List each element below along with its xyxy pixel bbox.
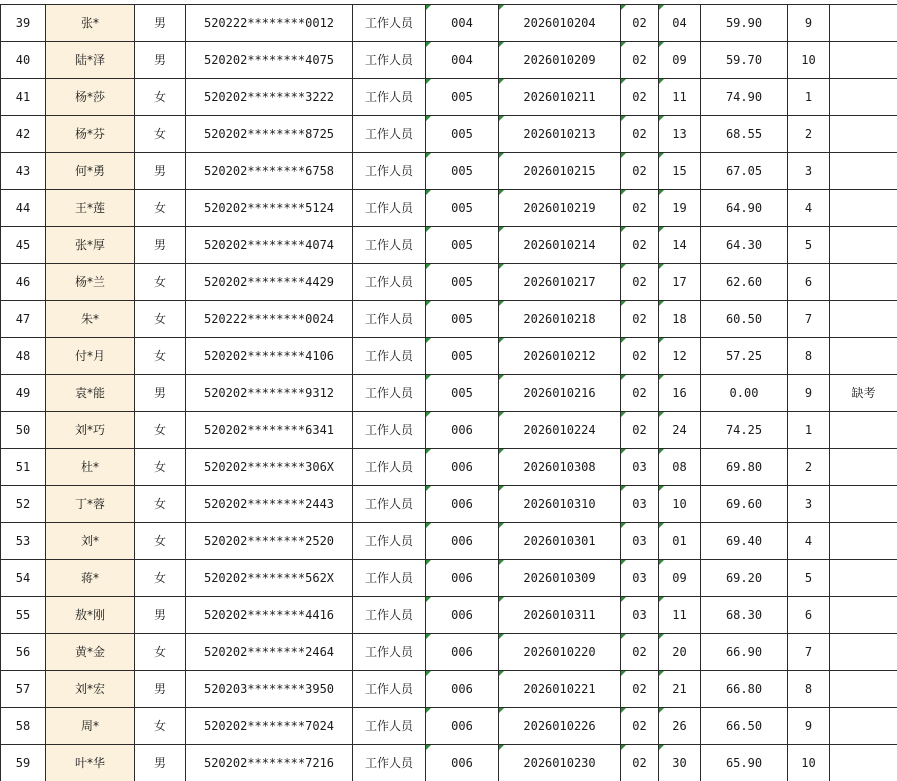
cell-remark[interactable] xyxy=(830,5,897,42)
cell-position[interactable]: 工作人员 xyxy=(353,375,426,412)
cell-gender[interactable]: 女 xyxy=(135,486,186,523)
cell-gender[interactable]: 男 xyxy=(135,42,186,79)
cell-gender[interactable]: 男 xyxy=(135,375,186,412)
cell-position[interactable]: 工作人员 xyxy=(353,671,426,708)
cell-post-code[interactable]: 006 xyxy=(426,412,499,449)
cell-exam-room[interactable]: 02 xyxy=(621,227,659,264)
cell-exam-room[interactable]: 02 xyxy=(621,116,659,153)
cell-score[interactable]: 68.30 xyxy=(701,597,788,634)
cell-rank[interactable]: 3 xyxy=(788,486,830,523)
cell-seq[interactable]: 48 xyxy=(1,338,46,375)
table-row xyxy=(1,264,897,301)
cell-gender[interactable]: 女 xyxy=(135,634,186,671)
cell-seat[interactable]: 20 xyxy=(659,634,701,671)
cell-remark[interactable] xyxy=(830,42,897,79)
cell-remark[interactable] xyxy=(830,412,897,449)
cell-gender[interactable]: 男 xyxy=(135,671,186,708)
cell-gender[interactable]: 女 xyxy=(135,79,186,116)
cell-rank[interactable]: 5 xyxy=(788,560,830,597)
cell-seat[interactable]: 04 xyxy=(659,5,701,42)
cell-score[interactable]: 64.30 xyxy=(701,227,788,264)
cell-position[interactable]: 工作人员 xyxy=(353,523,426,560)
cell-post-code[interactable]: 006 xyxy=(426,486,499,523)
cell-seat[interactable]: 11 xyxy=(659,79,701,116)
cell-id-number[interactable]: 520202********2443 xyxy=(186,486,353,523)
cell-id-number[interactable]: 520202********3222 xyxy=(186,79,353,116)
cell-exam-number[interactable]: 2026010221 xyxy=(499,671,621,708)
cell-remark[interactable] xyxy=(830,597,897,634)
cell-seq[interactable]: 41 xyxy=(1,79,46,116)
cell-post-code[interactable]: 005 xyxy=(426,375,499,412)
cell-seq[interactable]: 44 xyxy=(1,190,46,227)
cell-remark[interactable] xyxy=(830,338,897,375)
cell-gender[interactable]: 男 xyxy=(135,5,186,42)
cell-exam-number[interactable]: 2026010220 xyxy=(499,634,621,671)
cell-post-code[interactable]: 004 xyxy=(426,42,499,79)
cell-exam-number[interactable]: 2026010224 xyxy=(499,412,621,449)
cell-score[interactable]: 59.70 xyxy=(701,42,788,79)
table-row xyxy=(1,597,897,634)
cell-post-code[interactable]: 005 xyxy=(426,153,499,190)
cell-remark[interactable] xyxy=(830,449,897,486)
cell-name[interactable]: 朱* xyxy=(46,301,135,338)
cell-rank[interactable]: 7 xyxy=(788,301,830,338)
cell-remark[interactable] xyxy=(830,79,897,116)
cell-rank[interactable]: 5 xyxy=(788,227,830,264)
cell-score[interactable]: 66.50 xyxy=(701,708,788,745)
table-row xyxy=(1,708,897,745)
cell-remark[interactable]: 缺考 xyxy=(830,375,897,412)
cell-seat[interactable]: 14 xyxy=(659,227,701,264)
cell-score[interactable]: 65.90 xyxy=(701,745,788,781)
cell-rank[interactable]: 2 xyxy=(788,116,830,153)
cell-post-code[interactable]: 005 xyxy=(426,227,499,264)
cell-rank[interactable]: 2 xyxy=(788,449,830,486)
cell-gender[interactable]: 男 xyxy=(135,227,186,264)
cell-exam-number[interactable]: 2026010216 xyxy=(499,375,621,412)
cell-rank[interactable]: 9 xyxy=(788,375,830,412)
cell-seat[interactable]: 18 xyxy=(659,301,701,338)
cell-exam-number[interactable]: 2026010212 xyxy=(499,338,621,375)
cell-remark[interactable] xyxy=(830,560,897,597)
cell-position[interactable]: 工作人员 xyxy=(353,116,426,153)
cell-seq[interactable]: 55 xyxy=(1,597,46,634)
cell-exam-number[interactable]: 2026010219 xyxy=(499,190,621,227)
cell-remark[interactable] xyxy=(830,116,897,153)
cell-score[interactable]: 67.05 xyxy=(701,153,788,190)
cell-seat[interactable]: 13 xyxy=(659,116,701,153)
cell-seat[interactable]: 21 xyxy=(659,671,701,708)
cell-remark[interactable] xyxy=(830,190,897,227)
cell-post-code[interactable]: 004 xyxy=(426,5,499,42)
table-row xyxy=(1,153,897,190)
cell-score[interactable]: 69.60 xyxy=(701,486,788,523)
cell-gender[interactable]: 女 xyxy=(135,412,186,449)
cell-name[interactable]: 敖*刚 xyxy=(46,597,135,634)
cell-exam-number[interactable]: 2026010301 xyxy=(499,523,621,560)
cell-seat[interactable]: 09 xyxy=(659,560,701,597)
cell-exam-room[interactable]: 02 xyxy=(621,671,659,708)
cell-seq[interactable]: 53 xyxy=(1,523,46,560)
cell-rank[interactable]: 4 xyxy=(788,190,830,227)
cell-name[interactable]: 刘* xyxy=(46,523,135,560)
table-row xyxy=(1,227,897,264)
table-row xyxy=(1,745,897,781)
table-row xyxy=(1,116,897,153)
cell-seat[interactable]: 26 xyxy=(659,708,701,745)
cell-exam-number[interactable]: 2026010218 xyxy=(499,301,621,338)
cell-score[interactable]: 59.90 xyxy=(701,5,788,42)
cell-remark[interactable] xyxy=(830,745,897,781)
cell-score[interactable]: 68.55 xyxy=(701,116,788,153)
cell-exam-room[interactable]: 03 xyxy=(621,449,659,486)
cell-name[interactable]: 杨*莎 xyxy=(46,79,135,116)
cell-id-number[interactable]: 520202********2464 xyxy=(186,634,353,671)
cell-exam-number[interactable]: 2026010226 xyxy=(499,708,621,745)
cell-score[interactable]: 66.90 xyxy=(701,634,788,671)
cell-id-number[interactable]: 520202********4075 xyxy=(186,42,353,79)
cell-seat[interactable]: 09 xyxy=(659,42,701,79)
cell-gender[interactable]: 女 xyxy=(135,338,186,375)
cell-seat[interactable]: 11 xyxy=(659,597,701,634)
cell-id-number[interactable]: 520202********5124 xyxy=(186,190,353,227)
cell-name[interactable]: 黄*金 xyxy=(46,634,135,671)
cell-exam-room[interactable]: 02 xyxy=(621,153,659,190)
cell-seat[interactable]: 17 xyxy=(659,264,701,301)
cell-exam-room[interactable]: 02 xyxy=(621,412,659,449)
cell-rank[interactable]: 1 xyxy=(788,79,830,116)
cell-exam-number[interactable]: 2026010204 xyxy=(499,5,621,42)
cell-score[interactable]: 74.25 xyxy=(701,412,788,449)
cell-exam-number[interactable]: 2026010309 xyxy=(499,560,621,597)
cell-exam-room[interactable]: 02 xyxy=(621,634,659,671)
cell-position[interactable]: 工作人员 xyxy=(353,42,426,79)
cell-seat[interactable]: 01 xyxy=(659,523,701,560)
cell-remark[interactable] xyxy=(830,227,897,264)
cell-exam-room[interactable]: 02 xyxy=(621,745,659,781)
cell-position[interactable]: 工作人员 xyxy=(353,153,426,190)
cell-name[interactable]: 张* xyxy=(46,5,135,42)
cell-name[interactable]: 刘*巧 xyxy=(46,412,135,449)
cell-exam-number[interactable]: 2026010211 xyxy=(499,79,621,116)
cell-rank[interactable]: 10 xyxy=(788,745,830,781)
cell-remark[interactable] xyxy=(830,264,897,301)
table-row xyxy=(1,338,897,375)
cell-id-number[interactable]: 520202********4429 xyxy=(186,264,353,301)
cell-id-number[interactable]: 520202********7216 xyxy=(186,745,353,781)
cell-position[interactable]: 工作人员 xyxy=(353,5,426,42)
cell-exam-room[interactable]: 02 xyxy=(621,338,659,375)
cell-position[interactable]: 工作人员 xyxy=(353,301,426,338)
cell-score[interactable]: 69.40 xyxy=(701,523,788,560)
table-row xyxy=(1,5,897,42)
cell-post-code[interactable]: 005 xyxy=(426,79,499,116)
cell-score[interactable]: 64.90 xyxy=(701,190,788,227)
cell-post-code[interactable]: 006 xyxy=(426,560,499,597)
table-row xyxy=(1,486,897,523)
cell-post-code[interactable]: 006 xyxy=(426,634,499,671)
cell-seq[interactable]: 51 xyxy=(1,449,46,486)
cell-position[interactable]: 工作人员 xyxy=(353,597,426,634)
cell-position[interactable]: 工作人员 xyxy=(353,79,426,116)
cell-score[interactable]: 57.25 xyxy=(701,338,788,375)
cell-name[interactable]: 蒋* xyxy=(46,560,135,597)
cell-id-number[interactable]: 520202********6758 xyxy=(186,153,353,190)
cell-seq[interactable]: 56 xyxy=(1,634,46,671)
cell-exam-number[interactable]: 2026010215 xyxy=(499,153,621,190)
cell-position[interactable]: 工作人员 xyxy=(353,708,426,745)
cell-exam-room[interactable]: 02 xyxy=(621,375,659,412)
cell-id-number[interactable]: 520202********9312 xyxy=(186,375,353,412)
table-row xyxy=(1,301,897,338)
cell-id-number[interactable]: 520202********562X xyxy=(186,560,353,597)
cell-exam-number[interactable]: 2026010217 xyxy=(499,264,621,301)
cell-name[interactable]: 杨*芬 xyxy=(46,116,135,153)
cell-rank[interactable]: 9 xyxy=(788,708,830,745)
cell-exam-number[interactable]: 2026010209 xyxy=(499,42,621,79)
cell-position[interactable]: 工作人员 xyxy=(353,338,426,375)
cell-position[interactable]: 工作人员 xyxy=(353,227,426,264)
cell-position[interactable]: 工作人员 xyxy=(353,412,426,449)
cell-rank[interactable]: 6 xyxy=(788,264,830,301)
cell-exam-room[interactable]: 03 xyxy=(621,486,659,523)
cell-remark[interactable] xyxy=(830,708,897,745)
cell-name[interactable]: 丁*蓉 xyxy=(46,486,135,523)
cell-exam-room[interactable]: 03 xyxy=(621,560,659,597)
table-row xyxy=(1,42,897,79)
cell-post-code[interactable]: 006 xyxy=(426,671,499,708)
cell-id-number[interactable]: 520202********4074 xyxy=(186,227,353,264)
cell-name[interactable]: 叶*华 xyxy=(46,745,135,781)
cell-id-number[interactable]: 520202********4416 xyxy=(186,597,353,634)
cell-name[interactable]: 付*月 xyxy=(46,338,135,375)
cell-position[interactable]: 工作人员 xyxy=(353,190,426,227)
table-row xyxy=(1,375,897,412)
cell-name[interactable]: 何*勇 xyxy=(46,153,135,190)
cell-seat[interactable]: 10 xyxy=(659,486,701,523)
cell-exam-number[interactable]: 2026010230 xyxy=(499,745,621,781)
cell-exam-room[interactable]: 02 xyxy=(621,301,659,338)
cell-exam-room[interactable]: 02 xyxy=(621,79,659,116)
cell-name[interactable]: 杜* xyxy=(46,449,135,486)
cell-position[interactable]: 工作人员 xyxy=(353,264,426,301)
cell-rank[interactable]: 4 xyxy=(788,523,830,560)
cell-id-number[interactable]: 520222********0024 xyxy=(186,301,353,338)
cell-name[interactable]: 杨*兰 xyxy=(46,264,135,301)
cell-remark[interactable] xyxy=(830,523,897,560)
cell-position[interactable]: 工作人员 xyxy=(353,745,426,781)
cell-id-number[interactable]: 520203********3950 xyxy=(186,671,353,708)
cell-position[interactable]: 工作人员 xyxy=(353,634,426,671)
cell-score[interactable]: 62.60 xyxy=(701,264,788,301)
cell-post-code[interactable]: 006 xyxy=(426,449,499,486)
table-row xyxy=(1,560,897,597)
cell-remark[interactable] xyxy=(830,486,897,523)
cell-post-code[interactable]: 006 xyxy=(426,597,499,634)
cell-id-number[interactable]: 520202********4106 xyxy=(186,338,353,375)
table-row xyxy=(1,412,897,449)
cell-position[interactable]: 工作人员 xyxy=(353,560,426,597)
cell-post-code[interactable]: 005 xyxy=(426,338,499,375)
cell-exam-room[interactable]: 02 xyxy=(621,190,659,227)
cell-exam-number[interactable]: 2026010214 xyxy=(499,227,621,264)
cell-seat[interactable]: 30 xyxy=(659,745,701,781)
cell-gender[interactable]: 女 xyxy=(135,264,186,301)
cell-exam-number[interactable]: 2026010308 xyxy=(499,449,621,486)
cell-seq[interactable]: 39 xyxy=(1,5,46,42)
cell-id-number[interactable]: 520202********8725 xyxy=(186,116,353,153)
table-row xyxy=(1,190,897,227)
cell-rank[interactable]: 3 xyxy=(788,153,830,190)
cell-post-code[interactable]: 006 xyxy=(426,523,499,560)
cell-exam-number[interactable]: 2026010310 xyxy=(499,486,621,523)
cell-gender[interactable]: 女 xyxy=(135,523,186,560)
cell-name[interactable]: 刘*宏 xyxy=(46,671,135,708)
cell-score[interactable]: 69.20 xyxy=(701,560,788,597)
cell-rank[interactable]: 8 xyxy=(788,671,830,708)
cell-remark[interactable] xyxy=(830,634,897,671)
cell-gender[interactable]: 女 xyxy=(135,116,186,153)
cell-post-code[interactable]: 005 xyxy=(426,190,499,227)
cell-id-number[interactable]: 520222********0012 xyxy=(186,5,353,42)
cell-score[interactable]: 69.80 xyxy=(701,449,788,486)
cell-post-code[interactable]: 005 xyxy=(426,264,499,301)
cell-seat[interactable]: 16 xyxy=(659,375,701,412)
cell-score[interactable]: 0.00 xyxy=(701,375,788,412)
cell-name[interactable]: 周* xyxy=(46,708,135,745)
table-row xyxy=(1,449,897,486)
cell-seq[interactable]: 50 xyxy=(1,412,46,449)
cell-name[interactable]: 袁*能 xyxy=(46,375,135,412)
cell-seat[interactable]: 19 xyxy=(659,190,701,227)
cell-rank[interactable]: 6 xyxy=(788,597,830,634)
cell-gender[interactable]: 女 xyxy=(135,190,186,227)
cell-gender[interactable]: 女 xyxy=(135,449,186,486)
cell-name[interactable]: 张*厚 xyxy=(46,227,135,264)
cell-seq[interactable]: 46 xyxy=(1,264,46,301)
cell-rank[interactable]: 10 xyxy=(788,42,830,79)
cell-id-number[interactable]: 520202********6341 xyxy=(186,412,353,449)
cell-gender[interactable]: 女 xyxy=(135,560,186,597)
cell-exam-room[interactable]: 02 xyxy=(621,42,659,79)
cell-seq[interactable]: 59 xyxy=(1,745,46,781)
cell-gender[interactable]: 男 xyxy=(135,745,186,781)
cell-rank[interactable]: 9 xyxy=(788,5,830,42)
cell-remark[interactable] xyxy=(830,301,897,338)
cell-gender[interactable]: 男 xyxy=(135,153,186,190)
cell-seat[interactable]: 15 xyxy=(659,153,701,190)
cell-gender[interactable]: 男 xyxy=(135,597,186,634)
cell-gender[interactable]: 女 xyxy=(135,708,186,745)
table-row xyxy=(1,79,897,116)
cell-rank[interactable]: 8 xyxy=(788,338,830,375)
cell-seq[interactable]: 49 xyxy=(1,375,46,412)
table-row xyxy=(1,523,897,560)
cell-id-number[interactable]: 520202********306X xyxy=(186,449,353,486)
cell-seq[interactable]: 40 xyxy=(1,42,46,79)
cell-score[interactable]: 60.50 xyxy=(701,301,788,338)
cell-seat[interactable]: 08 xyxy=(659,449,701,486)
cell-seat[interactable]: 12 xyxy=(659,338,701,375)
cell-seq[interactable]: 45 xyxy=(1,227,46,264)
cell-remark[interactable] xyxy=(830,671,897,708)
cell-position[interactable]: 工作人员 xyxy=(353,486,426,523)
table-body xyxy=(1,5,897,781)
cell-post-code[interactable]: 005 xyxy=(426,301,499,338)
cell-exam-room[interactable]: 03 xyxy=(621,597,659,634)
table-row xyxy=(1,634,897,671)
cell-remark[interactable] xyxy=(830,153,897,190)
cell-exam-room[interactable]: 03 xyxy=(621,523,659,560)
cell-seq[interactable]: 58 xyxy=(1,708,46,745)
cell-score[interactable]: 66.80 xyxy=(701,671,788,708)
cell-exam-room[interactable]: 02 xyxy=(621,5,659,42)
cell-id-number[interactable]: 520202********7024 xyxy=(186,708,353,745)
cell-position[interactable]: 工作人员 xyxy=(353,449,426,486)
cell-rank[interactable]: 1 xyxy=(788,412,830,449)
cell-exam-number[interactable]: 2026010213 xyxy=(499,116,621,153)
cell-id-number[interactable]: 520202********2520 xyxy=(186,523,353,560)
cell-post-code[interactable]: 005 xyxy=(426,116,499,153)
cell-seq[interactable]: 54 xyxy=(1,560,46,597)
cell-post-code[interactable]: 006 xyxy=(426,745,499,781)
cell-gender[interactable]: 女 xyxy=(135,301,186,338)
cell-seq[interactable]: 47 xyxy=(1,301,46,338)
cell-post-code[interactable]: 006 xyxy=(426,708,499,745)
cell-seq[interactable]: 43 xyxy=(1,153,46,190)
cell-seat[interactable]: 24 xyxy=(659,412,701,449)
cell-name[interactable]: 王*莲 xyxy=(46,190,135,227)
cell-rank[interactable]: 7 xyxy=(788,634,830,671)
cell-seq[interactable]: 42 xyxy=(1,116,46,153)
cell-exam-number[interactable]: 2026010311 xyxy=(499,597,621,634)
cell-seq[interactable]: 52 xyxy=(1,486,46,523)
cell-score[interactable]: 74.90 xyxy=(701,79,788,116)
cell-exam-room[interactable]: 02 xyxy=(621,264,659,301)
cell-seq[interactable]: 57 xyxy=(1,671,46,708)
cell-exam-room[interactable]: 02 xyxy=(621,708,659,745)
candidate-score-table xyxy=(0,4,897,781)
cell-name[interactable]: 陆*泽 xyxy=(46,42,135,79)
table-row xyxy=(1,671,897,708)
